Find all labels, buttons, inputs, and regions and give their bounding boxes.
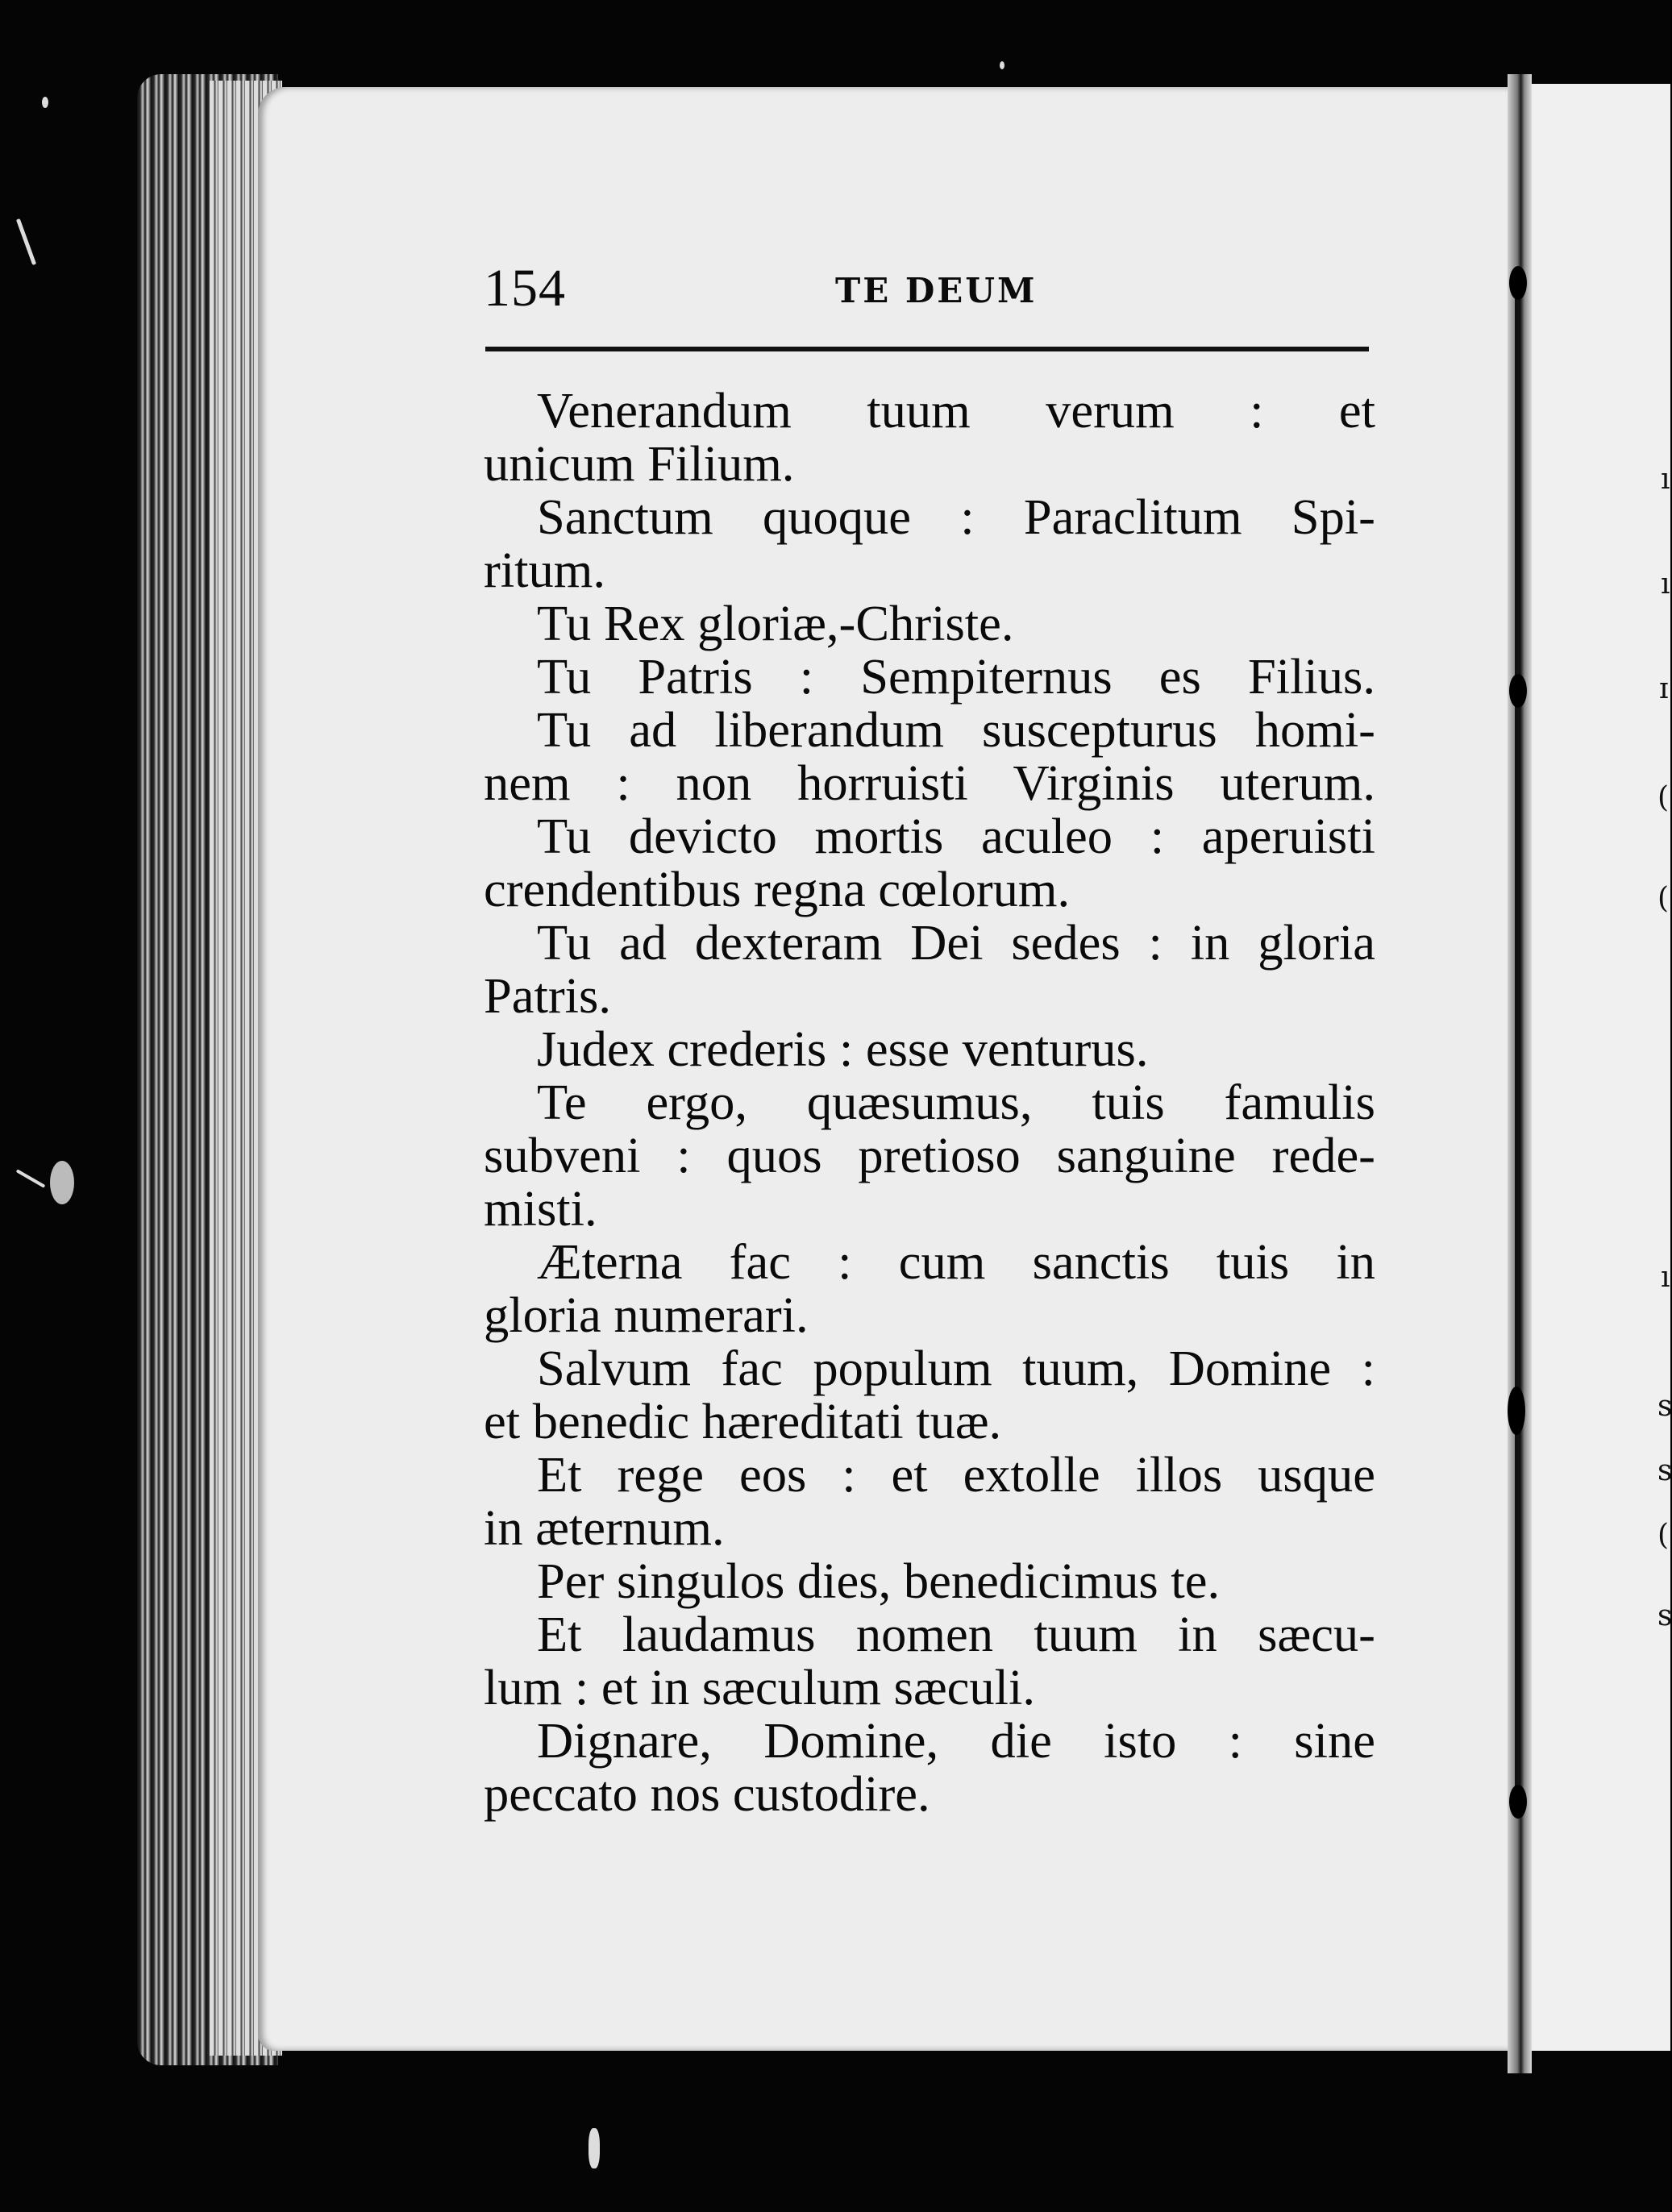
text-line: Judex crederis : esse venturus. [537, 1021, 1149, 1077]
running-title: TE DEUM [835, 271, 1038, 310]
text-line: Per singulos dies, benedicimus te. [537, 1553, 1221, 1609]
right-page-fragment: ı [1661, 568, 1670, 601]
text-line: lum : et in sæculum sæculi. [484, 1659, 1036, 1715]
text-line: Sanctum quoque : Paraclitum Spi- [537, 489, 1375, 545]
text-line: unicum Filium. [484, 435, 795, 492]
text-line: in æternum. [484, 1499, 725, 1556]
scan-speck [589, 2128, 600, 2168]
right-page-fragment: ( [1657, 781, 1670, 814]
text-line: Et laudamus nomen tuum in sæcu- [537, 1606, 1375, 1662]
text-line: Tu ad dexteram Dei sedes : in gloria [537, 914, 1375, 971]
text-line: Salvum fac populum tuum, Domine : [537, 1340, 1375, 1396]
text-line: Tu ad liberandum suscepturus homi- [537, 701, 1375, 758]
binding-knot [1509, 1785, 1527, 1819]
text-line: et benedic hæreditati tuæ. [484, 1393, 1002, 1449]
scan-speck [16, 1169, 46, 1187]
text-line: misti. [484, 1180, 597, 1237]
text-line: Patris. [484, 967, 611, 1024]
text-line: Te ergo, quæsumus, tuis famulis [537, 1074, 1375, 1130]
text-line: Venerandum tuum verum : et [537, 382, 1375, 439]
text-line: gloria numerari. [484, 1287, 809, 1343]
scan-speck [1000, 61, 1004, 69]
hymn-text [484, 384, 1375, 1820]
text-line: Tu Patris : Sempiternus es Filius. [537, 648, 1375, 705]
scan-speck [50, 1161, 74, 1204]
binding-knot [1508, 1387, 1525, 1435]
text-line: Tu Rex gloriæ,-Christe. [537, 595, 1014, 651]
scan-speck [42, 97, 48, 108]
right-page-fragment: s [1657, 1454, 1672, 1487]
text-line: peccato nos custodire. [484, 1765, 930, 1822]
page-number: 154 [484, 259, 566, 318]
text-line: Æterna fac : cum sanctis tuis in [537, 1233, 1375, 1290]
text-line: ritum. [484, 542, 606, 598]
binding-thread [1515, 274, 1520, 1790]
right-page-fragment: ı [1661, 463, 1670, 496]
scan-speck [16, 218, 36, 265]
right-page-fragment: ( [1657, 1519, 1670, 1552]
text-line: subveni : quos pretioso sanguine rede- [484, 1127, 1375, 1183]
text-line: Et rege eos : et extolle illos usque [537, 1446, 1375, 1503]
binding-knot [1509, 266, 1527, 300]
text-line: Dignare, Domine, die isto : sine [537, 1712, 1375, 1769]
page-header [484, 258, 1370, 322]
text-line: crendentibus regna cœlorum. [484, 861, 1071, 917]
text-line: nem : non horruisti Virginis uterum. [484, 755, 1375, 811]
right-page-fragment: s [1657, 1599, 1672, 1632]
right-page-fragment: ı [1661, 1261, 1670, 1294]
binding-knot [1509, 674, 1527, 708]
right-page-fragment: s [1657, 1390, 1672, 1423]
right-page-fragment: ( [1657, 882, 1670, 915]
right-page-sliver [1532, 84, 1670, 2051]
text-line: Tu devicto mortis aculeo : aperuisti [537, 808, 1375, 864]
right-page-fragment: ɪ [1659, 672, 1669, 705]
header-rule [485, 347, 1369, 351]
